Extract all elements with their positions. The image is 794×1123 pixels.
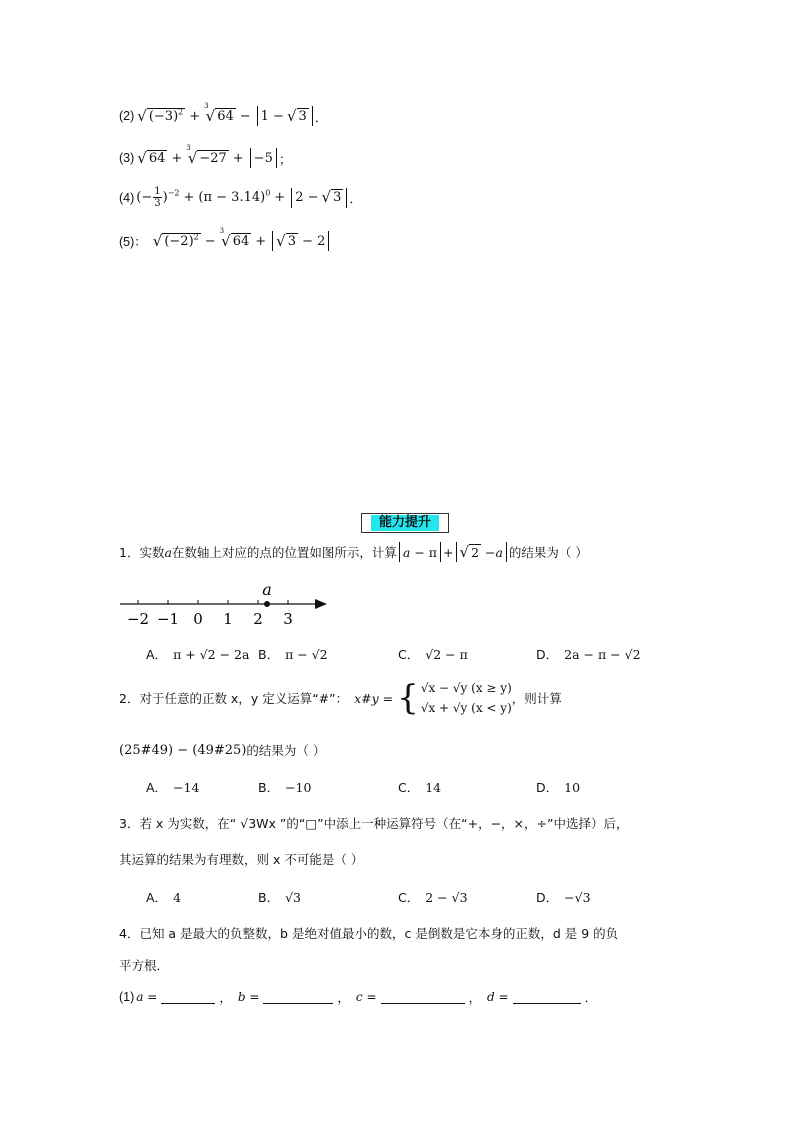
axis-tick-label: 2 (253, 610, 263, 628)
computation-4: (4) (− $\frac{1}{3}$ )$^{-2}$ + $(\pi - 3.14)^0$ + 2 − √ 3 ． (119, 186, 363, 209)
section-title: 能力提升 (361, 513, 449, 533)
q2-option-c[interactable]: C． 14 (398, 779, 442, 795)
computation-5: (5)： √ $(-2)^2$ − 3 √ 64 + √ 3 − 2 (119, 231, 331, 251)
question-2-continued: (25#49) − (49#25) 的结果为（ ） (119, 742, 326, 758)
question-4-fill-line: (1) a = ， b = ， c = ， d = ． (119, 990, 598, 1005)
axis-tick-label: 1 (223, 610, 233, 628)
computation-label: (4) (119, 190, 135, 205)
q2-option-d[interactable]: D． 10 (536, 779, 581, 795)
cases-definition: √x − √y (x ≥ y) √x + √y (x < y) (420, 681, 512, 715)
q1-option-d[interactable]: D． 2a − π − √2 (536, 646, 641, 662)
cases-brace: { (397, 678, 419, 718)
absolute-value: 1 − √ 3 (257, 106, 313, 126)
q1-option-c[interactable]: C． √2 − π (398, 646, 468, 662)
q3-option-a[interactable]: A． 4 (146, 889, 182, 905)
computation-label: (3) (119, 151, 135, 165)
computation-label: (5)： (119, 235, 147, 249)
answer-blank-a[interactable] (161, 991, 215, 1004)
point-a (264, 601, 270, 607)
q2-option-a[interactable]: A． −14 (146, 779, 200, 795)
question-4-line-1: 4．已知 a 是最大的负整数，b 是绝对值最小的数，c 是倒数是它本身的正数，d 是 9 的负 (119, 926, 619, 941)
question-4-line-2: 平方根． (119, 958, 170, 973)
axis-tick-label: 0 (193, 610, 203, 628)
question-1: 1．实数 a 在数轴上对应的点的位置如图所示，计算 a − π + √ 2 − a 的结果为（ ） (119, 542, 588, 561)
q2-option-b[interactable]: B． −10 (258, 779, 312, 795)
axis-tick-label: 3 (283, 610, 293, 628)
answer-blank-c[interactable] (381, 991, 465, 1004)
axis-tick-label: −2 (126, 610, 150, 628)
cube-root-expression: 3 √ 64 (204, 101, 234, 125)
answer-blank-d[interactable] (513, 991, 581, 1004)
q3-option-c[interactable]: C． 2 − √3 (398, 889, 468, 905)
q1-option-a[interactable]: A． π + √2 − 2a (146, 646, 250, 662)
q3-option-d[interactable]: D． −√3 (536, 889, 591, 905)
computation-2: (2) √ $(-3)^2$ + 3 √ 64 − 1 − √ 3 ． (119, 101, 328, 126)
axis-arrow (315, 599, 327, 609)
question-3-line-2: 其运算的结果为有理数，则 x 不可能是（ ） (119, 852, 364, 867)
question-3-line-1: 3．若 x 为实数，在“ √3Wx ”的“□”中添上一种运算符号（在“+，−，×，÷”中选择）后， (119, 816, 629, 831)
q1-option-b[interactable]: B． π − √2 (258, 646, 328, 662)
question-2: 2．对于任意的正数 x，y 定义运算“#”： x#y = { √x − √y (x ≥ y) √x + √y (x < y) ，则计算 (119, 678, 562, 718)
computation-label: (2) (119, 109, 135, 123)
number-line (118, 578, 333, 630)
q3-option-b[interactable]: B． √3 (258, 889, 301, 905)
point-a-label: a (262, 580, 272, 599)
axis-tick-label: −1 (156, 610, 180, 628)
answer-blank-b[interactable] (263, 991, 333, 1004)
computation-3: (3) √ 64 + 3 √ −27 + −5 ； (119, 143, 292, 168)
sqrt-expression: √ $(-3)^2$ (137, 106, 184, 125)
